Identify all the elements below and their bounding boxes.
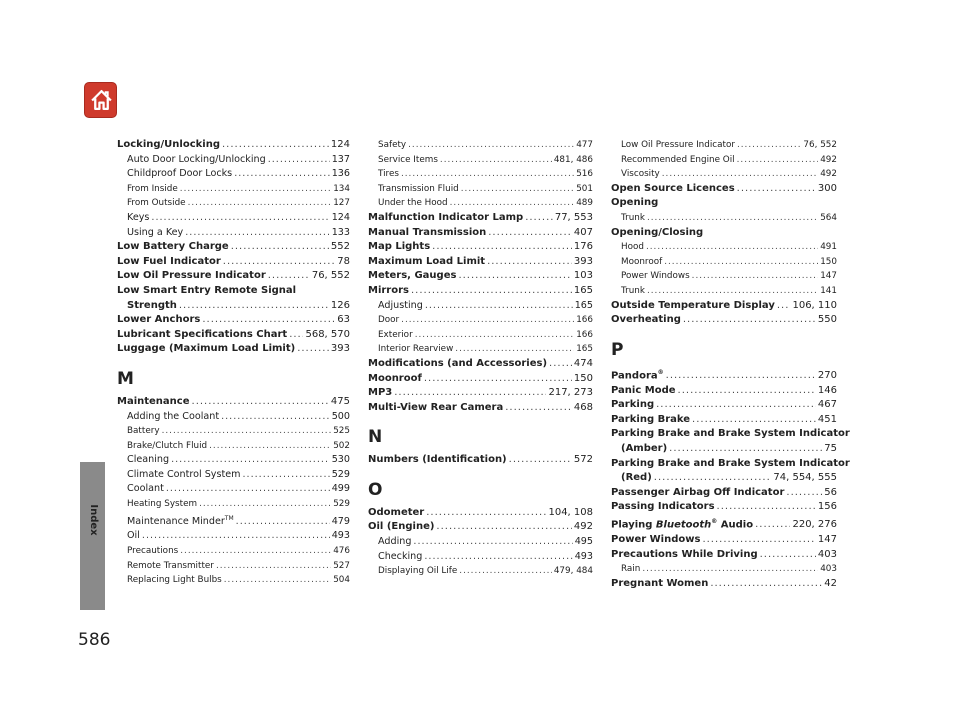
index-subentry[interactable]: Brake/Clutch Fluid ..... 502 bbox=[117, 439, 350, 454]
index-entry[interactable]: Map Lights ..... 176 bbox=[368, 240, 593, 255]
index-entry[interactable]: Moonroof ..... 150 bbox=[368, 372, 593, 387]
index-subentry[interactable]: Keys ..... 124 bbox=[117, 211, 350, 226]
index-subentry[interactable]: Rain ..... 403 bbox=[611, 562, 837, 577]
index-subentry[interactable]: Under the Hood ..... 489 bbox=[368, 196, 593, 211]
index-subentry[interactable]: Displaying Oil Life ..... 479, 484 bbox=[368, 564, 593, 579]
index-entry[interactable]: Parking Brake ..... 451 bbox=[611, 413, 837, 428]
index-subentry[interactable]: Climate Control System ..... 529 bbox=[117, 468, 350, 483]
index-entry[interactable]: Numbers (Identification) ..... 572 bbox=[368, 453, 593, 468]
home-button[interactable] bbox=[84, 82, 117, 118]
index-subentry[interactable]: Transmission Fluid ..... 501 bbox=[368, 182, 593, 197]
index-entry[interactable]: Pandora® ..... 270 bbox=[611, 366, 837, 384]
index-entry-heading: Parking Brake and Brake System Indicator bbox=[611, 457, 850, 469]
index-entry-heading: Parking Brake and Brake System Indicator bbox=[611, 428, 850, 440]
index-entry[interactable]: Passenger Airbag Off Indicator ..... 56 bbox=[611, 486, 837, 501]
index-entry[interactable]: Panic Mode ..... 146 bbox=[611, 384, 837, 399]
index-subentry[interactable]: Childproof Door Locks ..... 136 bbox=[117, 167, 350, 182]
index-entry[interactable]: Power Windows ..... 147 bbox=[611, 533, 837, 548]
index-subentry[interactable]: Replacing Light Bulbs ..... 504 bbox=[117, 573, 350, 588]
index-entry-heading: Opening bbox=[611, 197, 659, 209]
home-icon bbox=[89, 88, 114, 113]
index-entry[interactable]: Low Battery Charge ..... 552 bbox=[117, 240, 350, 255]
index-subentry[interactable]: Adjusting ..... 165 bbox=[368, 299, 593, 314]
index-subentry[interactable]: Coolant ..... 499 bbox=[117, 482, 350, 497]
index-subentry[interactable]: Adding ..... 495 bbox=[368, 535, 593, 550]
index-subentry[interactable]: Moonroof ..... 150 bbox=[611, 255, 837, 270]
index-entry[interactable]: Manual Transmission ..... 407 bbox=[368, 226, 593, 241]
index-entry[interactable]: Locking/Unlocking ..... 124 bbox=[117, 138, 350, 153]
index-entry[interactable]: Modifications (and Accessories) ..... 474 bbox=[368, 357, 593, 372]
index-subentry[interactable]: From Outside ..... 127 bbox=[117, 196, 350, 211]
index-entry[interactable]: MP3 ..... 217, 273 bbox=[368, 386, 593, 401]
index-entry[interactable]: Malfunction Indicator Lamp ..... 77, 553 bbox=[368, 211, 593, 226]
index-subentry[interactable]: From Inside ..... 134 bbox=[117, 182, 350, 197]
index-entry[interactable]: Mirrors ..... 165 bbox=[368, 284, 593, 299]
index-subentry[interactable]: Heating System ..... 529 bbox=[117, 497, 350, 512]
index-subentry[interactable]: Using a Key ..... 133 bbox=[117, 226, 350, 241]
index-entry[interactable]: Lower Anchors ..... 63 bbox=[117, 313, 350, 328]
index-subentry[interactable]: Precautions ..... 476 bbox=[117, 544, 350, 559]
index-entry[interactable]: Odometer ..... 104, 108 bbox=[368, 506, 593, 521]
index-subentry[interactable]: Power Windows ..... 147 bbox=[611, 269, 837, 284]
index-entry[interactable]: Open Source Licences ..... 300 bbox=[611, 182, 837, 197]
index-subentry[interactable]: Low Oil Pressure Indicator ..... 76, 552 bbox=[611, 138, 837, 153]
index-subentry[interactable]: Oil ..... 493 bbox=[117, 529, 350, 544]
index-subentry[interactable]: Maintenance Minder™ ..... 479 bbox=[117, 512, 350, 530]
index-subentry[interactable]: Adding the Coolant ..... 500 bbox=[117, 410, 350, 425]
index-subentry[interactable]: Exterior ..... 166 bbox=[368, 328, 593, 343]
index-subentry[interactable]: Interior Rearview ..... 165 bbox=[368, 342, 593, 357]
section-letter-o: O bbox=[368, 479, 383, 500]
index-entry[interactable]: Oil (Engine) ..... 492 bbox=[368, 520, 593, 535]
index-subentry[interactable]: Remote Transmitter ..... 527 bbox=[117, 559, 350, 574]
index-entry[interactable]: Precautions While Driving ..... 403 bbox=[611, 548, 837, 563]
index-entry[interactable]: Maintenance ..... 475 bbox=[117, 395, 350, 410]
index-subentry[interactable]: Recommended Engine Oil ..... 492 bbox=[611, 153, 837, 168]
index-entry[interactable]: Overheating ..... 550 bbox=[611, 313, 837, 328]
index-subentry[interactable]: Trunk ..... 564 bbox=[611, 211, 837, 226]
index-column-2 bbox=[368, 138, 593, 579]
index-subentry[interactable]: Viscosity ..... 492 bbox=[611, 167, 837, 182]
index-entry[interactable]: Passing Indicators ..... 156 bbox=[611, 500, 837, 515]
index-subentry[interactable]: Tires ..... 516 bbox=[368, 167, 593, 182]
index-entry[interactable]: Pregnant Women ..... 42 bbox=[611, 577, 837, 592]
index-entry[interactable]: Parking ..... 467 bbox=[611, 398, 837, 413]
index-entry[interactable]: Low Fuel Indicator ..... 78 bbox=[117, 255, 350, 270]
index-subentry[interactable]: Safety ..... 477 bbox=[368, 138, 593, 153]
index-entry[interactable]: Multi-View Rear Camera ..... 468 bbox=[368, 401, 593, 416]
section-letter-m: M bbox=[117, 368, 134, 389]
index-entry-heading: Opening/Closing bbox=[611, 226, 704, 238]
index-entry[interactable]: Low Oil Pressure Indicator ..... 76, 552 bbox=[117, 269, 350, 284]
index-side-label: Index bbox=[88, 504, 99, 536]
index-entry[interactable]: Luggage (Maximum Load Limit) ..... 393 bbox=[117, 342, 350, 357]
index-column-1 bbox=[117, 138, 350, 588]
index-entry[interactable]: Strength ..... 126 bbox=[117, 299, 350, 314]
index-entry[interactable]: Outside Temperature Display ..... 106, 110 bbox=[611, 299, 837, 314]
index-subentry[interactable]: Cleaning ..... 530 bbox=[117, 453, 350, 468]
index-subentry[interactable]: Battery ..... 525 bbox=[117, 424, 350, 439]
index-subentry[interactable]: Checking ..... 493 bbox=[368, 550, 593, 565]
index-entry[interactable]: (Red) ..... 74, 554, 555 bbox=[611, 471, 837, 486]
index-subentry[interactable]: Trunk ..... 141 bbox=[611, 284, 837, 299]
page-number: 586 bbox=[78, 630, 111, 650]
index-entry[interactable]: (Amber) ..... 75 bbox=[611, 442, 837, 457]
index-entry[interactable]: Playing Bluetooth® Audio ..... 220, 276 bbox=[611, 515, 837, 533]
index-entry[interactable]: Lubricant Specifications Chart ..... 568, 570 bbox=[117, 328, 350, 343]
index-subentry[interactable]: Door ..... 166 bbox=[368, 313, 593, 328]
index-subentry[interactable]: Service Items ..... 481, 486 bbox=[368, 153, 593, 168]
index-entry-heading: Low Smart Entry Remote Signal bbox=[117, 284, 297, 296]
index-column-3 bbox=[611, 138, 850, 591]
index-subentry[interactable]: Hood ..... 491 bbox=[611, 240, 837, 255]
index-subentry[interactable]: Auto Door Locking/Unlocking ..... 137 bbox=[117, 153, 350, 168]
index-entry[interactable]: Meters, Gauges ..... 103 bbox=[368, 269, 593, 284]
section-letter-p: P bbox=[611, 339, 624, 360]
section-letter-n: N bbox=[368, 427, 383, 448]
index-entry[interactable]: Maximum Load Limit ..... 393 bbox=[368, 255, 593, 270]
